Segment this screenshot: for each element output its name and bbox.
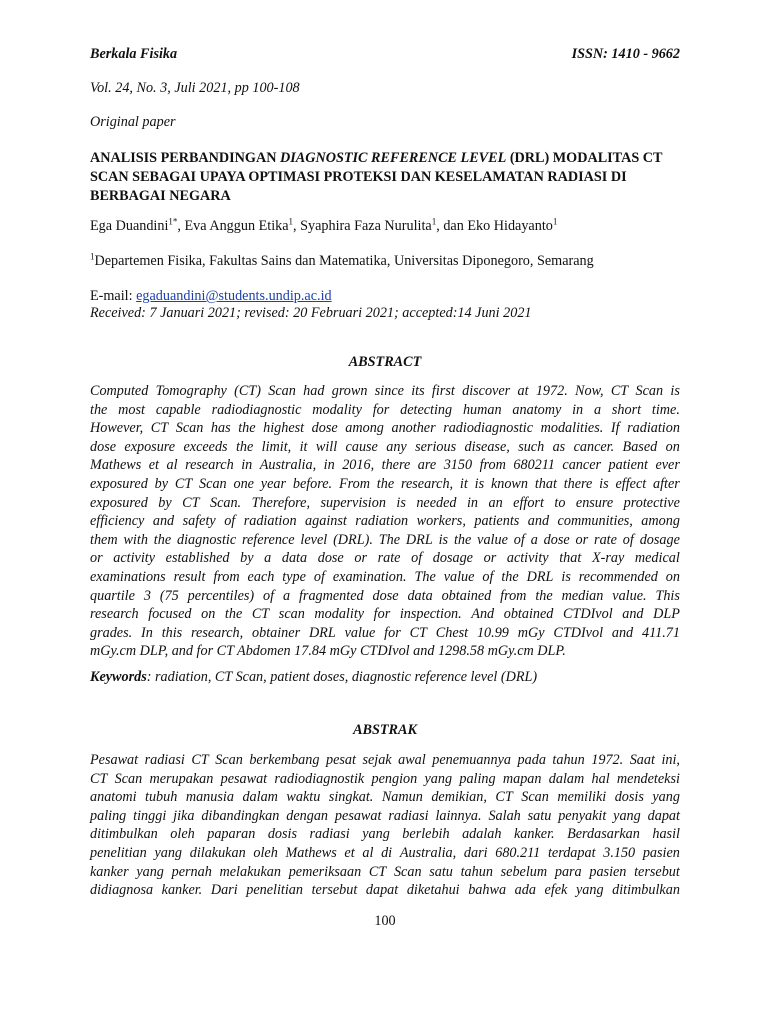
author-name: Eko Hidayanto bbox=[467, 218, 553, 234]
author-affiliation-mark: 1 bbox=[431, 216, 437, 227]
paper-title bbox=[90, 149, 680, 206]
abstract-line: or activity established by a data dose or rate of dosage or activity that X-ray medical bbox=[90, 550, 680, 567]
author-affiliation-mark: 1* bbox=[168, 216, 178, 227]
abstract-line: Mathews et al research in Australia, in 2016, there are 3150 from 680211 cancer patient ever bbox=[90, 457, 680, 474]
author-name: Ega Duandini bbox=[90, 218, 169, 234]
abstract-line: grades. In this research, obtainer DRL value for CT Chest 10.99 mGy CTDIvol and 411.71 bbox=[90, 624, 680, 641]
page-number: 100 bbox=[374, 913, 396, 929]
issn: ISSN: 1410 - 9662 bbox=[571, 46, 680, 62]
abstract-line: research focused on the CT scan modality for inspection. And obtained CTDIvol and DLP bbox=[90, 606, 680, 623]
received-dates: Received: 7 Januari 2021; revised: 20 Februari 2021; accepted:14 Juni 2021 bbox=[90, 305, 532, 321]
abstract-line: However, CT Scan has the highest dose among another radiodiagnostic modalities. If radiation bbox=[90, 420, 680, 437]
abstract-line: mGy.cm DLP, and for CT Abdomen 17.84 mGy CTDIvol and 1298.58 mGy.cm DLP. bbox=[90, 643, 566, 660]
abstrak-heading: ABSTRAK bbox=[353, 722, 417, 738]
abstract-line: exposured by CT Scan one year before. From the research, it is known that there is effect after bbox=[90, 475, 680, 492]
title-part-2: (DRL) MODALITAS CT SCAN SEBAGAI UPAYA OPTIMASI PROTEKSI DAN KESELAMATAN RADIASI DI BERBAGAI NEGARA bbox=[90, 150, 663, 204]
abstrak-line: Pesawat radiasi CT Scan berkembang pesat sejak awal penemuannya pada tahun 1972. Saat ini, bbox=[90, 752, 680, 768]
affiliation-mark: 1 bbox=[90, 251, 95, 262]
abstrak-line: didiagnosa kanker. Dari penelitian tersebut dapat diketahui bahwa ada efek yang ditimbulkan bbox=[90, 882, 680, 899]
abstract-heading: ABSTRACT bbox=[348, 354, 422, 370]
abstract-body bbox=[90, 382, 680, 661]
abstract-line: examinations result from each type of examination. The value of the DRL is recommended on bbox=[90, 568, 680, 585]
abstrak-body bbox=[90, 751, 680, 900]
abstract-line: quartile 3 (75 percentiles) of a fragmented dose data obtained from the median value. This bbox=[90, 587, 680, 604]
author-affiliation-mark: 1 bbox=[288, 216, 294, 227]
abstract-line: the most capable radiodiagnostic modality for detecting human anatomy in a short time. bbox=[90, 401, 680, 418]
author-name: Eva Anggun Etika bbox=[184, 218, 289, 234]
author-separator: , bbox=[293, 218, 301, 234]
abstrak-line: paling tinggi jika dibandingkan dengan pesawat radiasi lainnya. Salah satu penyakit yang dapat bbox=[90, 807, 680, 824]
abstract-line: them with the diagnostic reference level (DRL). The DRL is the value of a dose or rate of dosage bbox=[90, 531, 680, 548]
title-italic-part: DIAGNOSTIC REFERENCE LEVEL bbox=[280, 150, 507, 166]
author-affiliation-mark: 1 bbox=[552, 216, 558, 227]
paper-type: Original paper bbox=[90, 114, 176, 130]
author-separator: , dan bbox=[436, 218, 468, 234]
abstrak-line: anatomi tubuh manusia dalam waktu singkat. Namun demikian, CT Scan memiliki dosis yang bbox=[90, 789, 680, 806]
keywords-text: : radiation, CT Scan, patient doses, diagnostic reference level (DRL) bbox=[146, 669, 538, 685]
title-part-1: ANALISIS PERBANDINGAN bbox=[90, 150, 280, 166]
keywords bbox=[90, 668, 680, 687]
abstrak-line: CT Scan merupakan pesawat radiodiagnostik pengion yang paling mapan dalam hal mendeteksi bbox=[90, 770, 680, 787]
author-separator: , bbox=[177, 218, 185, 234]
abstract-line: exposured by CT Scan. Therefore, supervision is needed in an effort to ensure protective bbox=[90, 494, 680, 511]
keywords-label: Keywords bbox=[90, 669, 147, 685]
abstract-line: Computed Tomography (CT) Scan had grown since its first discover at 1972. Now, CT Scan is bbox=[90, 383, 680, 399]
author-list bbox=[90, 217, 680, 236]
abstract-line: efficiency and safety of radiation against radiation workers, patients and communities, among bbox=[90, 513, 680, 530]
abstract-line: dose exposure exceeds the limit, it will cause any serious disease, such as cancer. Based on bbox=[90, 438, 680, 455]
running-header bbox=[90, 45, 680, 64]
email-label: E-mail: bbox=[90, 288, 137, 304]
abstrak-line: penelitian yang dilakukan oleh Mathews et al di Australia, dari 680.211 terdapat 3.150 pasien bbox=[90, 844, 680, 861]
abstrak-line: kanker yang pernah melakukan pemeriksaan CT Scan satu tahun sebelum para pasien tersebut bbox=[90, 863, 680, 880]
email-line bbox=[90, 287, 680, 306]
paper-page bbox=[90, 0, 680, 1024]
author-name: Syaphira Faza Nurulita bbox=[300, 218, 432, 234]
abstrak-line: ditimbulkan oleh paparan dosis radiasi yang berlebih adalah kanker. Berdasarkan hasil bbox=[90, 826, 680, 843]
affiliation bbox=[90, 252, 680, 271]
volume-info: Vol. 24, No. 3, Juli 2021, pp 100-108 bbox=[90, 80, 300, 96]
journal-name: Berkala Fisika bbox=[90, 46, 178, 62]
affiliation-text: Departemen Fisika, Fakultas Sains dan Matematika, Universitas Diponegoro, Semarang bbox=[94, 253, 594, 269]
email-link[interactable]: egaduandini@students.undip.ac.id bbox=[136, 288, 332, 304]
